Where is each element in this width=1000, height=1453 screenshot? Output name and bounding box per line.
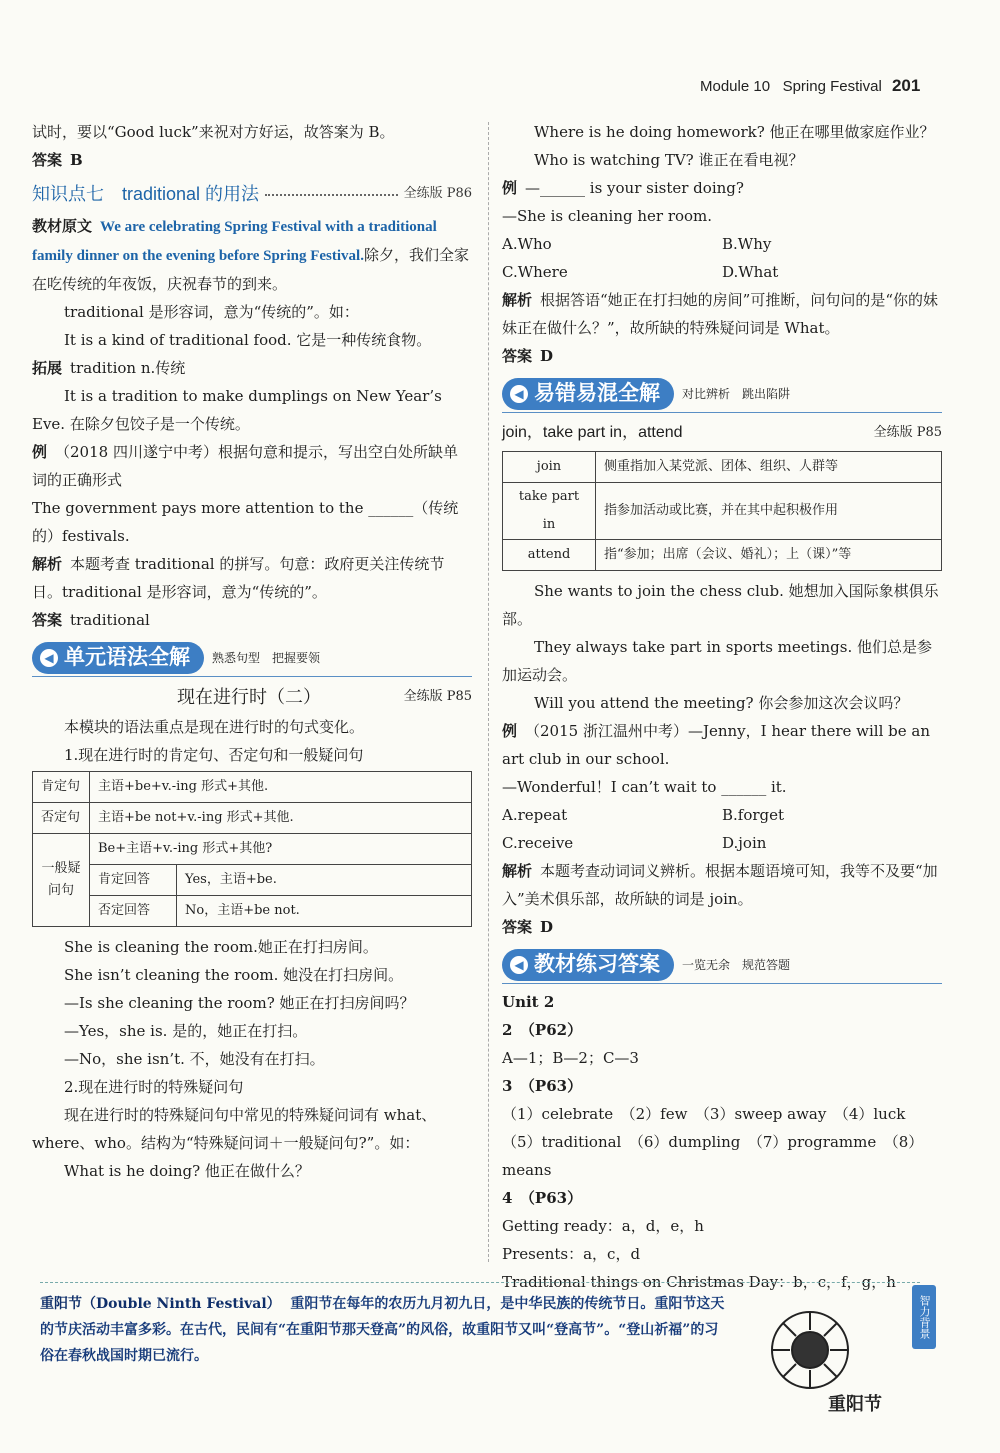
table-cell: 指参加活动或比赛，并在其中起积极作用 xyxy=(596,483,942,540)
left-column xyxy=(32,118,472,1185)
paragraph: 现在进行时的特殊疑问句中常见的特殊疑问词有 what、where、who。结构为“特殊疑问词＋一般疑问句?”。如： xyxy=(32,1106,437,1152)
compare-ref: 全练版 P85 xyxy=(873,425,942,440)
answer-line xyxy=(32,146,472,174)
original-english: We are celebrating Spring Festival with a traditional family dinner on the evening before Spring Festival. xyxy=(32,219,437,264)
exercise-label: 例 xyxy=(502,179,518,197)
megaphone-icon: ◀ xyxy=(40,649,58,667)
answer-text: （1）celebrate （2）few （3）sweep away （4）luck xyxy=(502,1105,906,1123)
answer-line-2 xyxy=(32,606,472,634)
option: A.repeat xyxy=(502,806,568,824)
table-row xyxy=(503,540,942,571)
answer-label: 答案 xyxy=(502,918,533,936)
question-number: 3 （P63） xyxy=(502,1077,583,1095)
table-cell: 侧重指加入某党派、团体、组织、人群等 xyxy=(596,452,942,483)
answer-value: B xyxy=(70,151,83,169)
column-divider xyxy=(488,122,489,1262)
section-banner-grammar xyxy=(32,640,472,677)
table-cell: Be+主语+v.-ing 形式+其他? xyxy=(90,834,472,865)
practice-ref: 全练版 P86 xyxy=(403,186,472,201)
answer-label: 答案 xyxy=(502,347,533,365)
grammar-heading xyxy=(32,681,472,713)
exercise-line: —Wonderful！I can’t wait to ______ it. xyxy=(502,778,787,796)
option: B.forget xyxy=(722,806,785,824)
answer-text: （5）traditional （6）dumpling （7）programme （8）means xyxy=(502,1133,924,1179)
question-number: 4 （P63） xyxy=(502,1189,583,1207)
picture-label: 重阳节 xyxy=(828,1394,882,1415)
side-tab: 智力背景 xyxy=(912,1285,936,1349)
exercise-instruction: （2018 四川遂宁中考）根据句意和提示，写出空白处所缺单词的正确形式 xyxy=(32,443,458,489)
exercise-label: 例 xyxy=(502,722,518,740)
dotted-leader xyxy=(265,193,398,196)
table-row xyxy=(33,772,472,803)
extension-label: 拓展 xyxy=(32,359,63,377)
option: A.Who xyxy=(502,235,552,253)
exercise-2 xyxy=(502,717,942,773)
grammar-point-2: 2.现在进行时的特殊疑问句 xyxy=(64,1078,244,1096)
option: B.Why xyxy=(722,235,772,253)
compare-table xyxy=(502,451,942,571)
exercise-answer-line: —She is cleaning her room. xyxy=(502,207,713,225)
original-chinese: 除夕，我们全家在吃传统的年夜饭，庆祝春节的到来。 xyxy=(32,246,469,293)
compare-title: join，take part in，attend xyxy=(502,424,683,441)
table-cell: join xyxy=(503,452,596,483)
analysis-text: 本题考查 traditional 的拼写。句意：政府更关注传统节日。traditional 是形容词，意为“传统的”。 xyxy=(32,555,445,601)
exercise-question: The government pays more attention to the ______（传统的）festivals. xyxy=(32,499,459,545)
answer-value: D xyxy=(540,347,554,365)
options-grid xyxy=(502,230,942,286)
analysis xyxy=(32,550,472,606)
banner-title: 易错易混全解 xyxy=(534,382,660,405)
table-cell: 主语+be+v.-ing 形式+其他. xyxy=(90,772,472,803)
table-cell: 否定回答 xyxy=(90,896,177,927)
analysis-text: 根据答语“她正在打扫她的房间”可推断，问句问的是“你的妹妹正在做什么？”，故所缺的特殊疑问词是 What。 xyxy=(502,291,939,337)
analysis-text: 本题考查动词词义辨析。根据本题语境可知，我等不及要“加入”美术俱乐部，故所缺的词是 join。 xyxy=(502,862,938,908)
sentence: —Yes，she is. 是的，她正在打扫。 xyxy=(64,1022,308,1040)
table-cell: 肯定句 xyxy=(33,772,90,803)
analysis-2 xyxy=(502,857,942,913)
table-cell: 一般疑问句 xyxy=(33,834,90,927)
original-label: 教材原文 xyxy=(32,217,93,235)
page-number: 201 xyxy=(891,76,921,95)
flower-icon xyxy=(750,1290,920,1420)
sentence: —Is she cleaning the room? 她正在打扫房间吗？ xyxy=(64,994,415,1012)
analysis-label: 解析 xyxy=(32,555,63,573)
knowledge-point-heading xyxy=(32,178,472,210)
table-cell: 指“参加；出席（会议、婚礼）；上（课）”等 xyxy=(596,540,942,571)
footer-text xyxy=(40,1283,730,1369)
table-cell: 否定句 xyxy=(33,803,90,834)
answer-line-2 xyxy=(502,913,942,941)
answer-line xyxy=(502,342,942,370)
grammar-point-1: 1.现在进行时的肯定句、否定句和一般疑问句 xyxy=(64,746,364,764)
table-cell: take part in xyxy=(503,483,596,540)
exercise-label: 例 xyxy=(32,443,48,461)
table-row xyxy=(503,452,942,483)
grammar-table xyxy=(32,771,472,927)
exercise xyxy=(502,174,942,202)
table-row xyxy=(33,896,472,927)
banner-title: 教材练习答案 xyxy=(534,953,660,976)
sentence: She isn’t cleaning the room. 她没在打扫房间。 xyxy=(64,966,404,984)
section-banner-answers xyxy=(502,947,942,984)
banner-title: 单元语法全解 xyxy=(64,646,190,669)
explanation: traditional 是形容词，意为“传统的”。如： xyxy=(64,303,359,321)
analysis-label: 解析 xyxy=(502,291,533,309)
table-cell: 肯定回答 xyxy=(90,865,177,896)
sentence: She is cleaning the room.她正在打扫房间。 xyxy=(64,938,378,956)
exercise xyxy=(32,438,472,494)
answer-text: A—1；B—2；C—3 xyxy=(502,1049,639,1067)
grammar-title: 现在进行时（二） xyxy=(177,687,321,707)
options-grid xyxy=(502,801,942,857)
banner-subtitle: 一览无余 规范答题 xyxy=(682,958,791,972)
example-sentence: It is a kind of traditional food. 它是一种传统食物。 xyxy=(64,331,432,349)
grammar-intro: 本模块的语法重点是现在进行时的句式变化。 xyxy=(64,718,365,736)
sentence: What is he doing? 他正在做什么？ xyxy=(64,1162,310,1180)
answer-text: Presents：a，c，d xyxy=(502,1245,641,1263)
extension-example: It is a tradition to make dumplings on New Year’s Eve. 在除夕包饺子是一个传统。 xyxy=(32,387,442,433)
extension-text: tradition n.传统 xyxy=(70,359,186,377)
table-cell: attend xyxy=(503,540,596,571)
megaphone-icon: ◀ xyxy=(510,956,528,974)
answer-value: D xyxy=(540,918,554,936)
banner-pill xyxy=(32,642,204,674)
footer-body: 重阳节在每年的农历九月初九日，是中华民族的传统节日。重阳节这天的节庆活动丰富多彩。在古代，民间有“在重阳节那天登高”的风俗，故重阳节又叫“登高节”。“登山祈福”的习俗在春秋战国时期已流行。 xyxy=(40,1296,725,1364)
analysis xyxy=(502,286,942,342)
module-title: Spring Festival xyxy=(782,78,882,95)
section-banner-confusables xyxy=(502,376,942,413)
table-row xyxy=(33,803,472,834)
sentence: Who is watching TV? 谁正在看电视？ xyxy=(534,151,804,169)
option: D.join xyxy=(722,834,767,852)
answer-text: Getting ready：a，d，e，h xyxy=(502,1217,704,1235)
intro-text: 试时，要以“Good luck”来祝对方好运，故答案为 B。 xyxy=(32,123,395,141)
table-cell: Yes，主语+be. xyxy=(177,865,472,896)
knowledge-point-title: 知识点七 traditional 的用法 xyxy=(32,184,260,204)
sentence: Will you attend the meeting? 你会参加这次会议吗？ xyxy=(534,694,909,712)
table-cell: No，主语+be not. xyxy=(177,896,472,927)
sentence: —No，she isn’t. 不，她没有在打扫。 xyxy=(64,1050,325,1068)
sentence: Where is he doing homework? 他正在哪里做家庭作业？ xyxy=(534,123,935,141)
answer-text: Traditional things on Christmas Day：b，c，f，g，h xyxy=(502,1273,896,1291)
chrysanthemum-illustration xyxy=(750,1290,920,1420)
analysis-label: 解析 xyxy=(502,862,533,880)
exercise-question: —______ is your sister doing? xyxy=(525,179,744,197)
table-row xyxy=(503,483,942,540)
table-row xyxy=(33,834,472,865)
sentence: They always take part in sports meetings. 他们总是参加运动会。 xyxy=(502,638,932,684)
option: C.receive xyxy=(502,834,574,852)
banner-pill xyxy=(502,378,674,410)
grammar-ref: 全练版 P85 xyxy=(403,689,472,704)
compare-heading xyxy=(502,417,942,449)
extension xyxy=(32,354,472,382)
unit-heading: Unit 2 xyxy=(502,993,555,1011)
option: C.Where xyxy=(502,263,568,281)
answer-label-2: 答案 xyxy=(32,611,63,629)
running-header xyxy=(700,76,940,100)
table-cell: 主语+be not+v.-ing 形式+其他. xyxy=(90,803,472,834)
question-number: 2 （P62） xyxy=(502,1021,583,1039)
exercise-text: （2015 浙江温州中考）—Jenny，I hear there will be an art club in our school. xyxy=(502,722,930,768)
answer-label: 答案 xyxy=(32,151,63,169)
sentence: She wants to join the chess club. 她想加入国际象棋俱乐部。 xyxy=(502,582,939,628)
option: D.What xyxy=(722,263,779,281)
module-label: Module 10 xyxy=(700,78,771,95)
footer-lead: 重阳节（Double Ninth Festival） xyxy=(40,1296,281,1312)
table-row xyxy=(33,865,472,896)
answer-value-2: traditional xyxy=(70,611,150,629)
original-text xyxy=(32,212,472,298)
banner-subtitle: 熟悉句型 把握要领 xyxy=(212,651,321,665)
right-column xyxy=(502,118,942,1296)
megaphone-icon: ◀ xyxy=(510,385,528,403)
banner-subtitle: 对比辨析 跳出陷阱 xyxy=(682,387,791,401)
banner-pill xyxy=(502,949,674,981)
